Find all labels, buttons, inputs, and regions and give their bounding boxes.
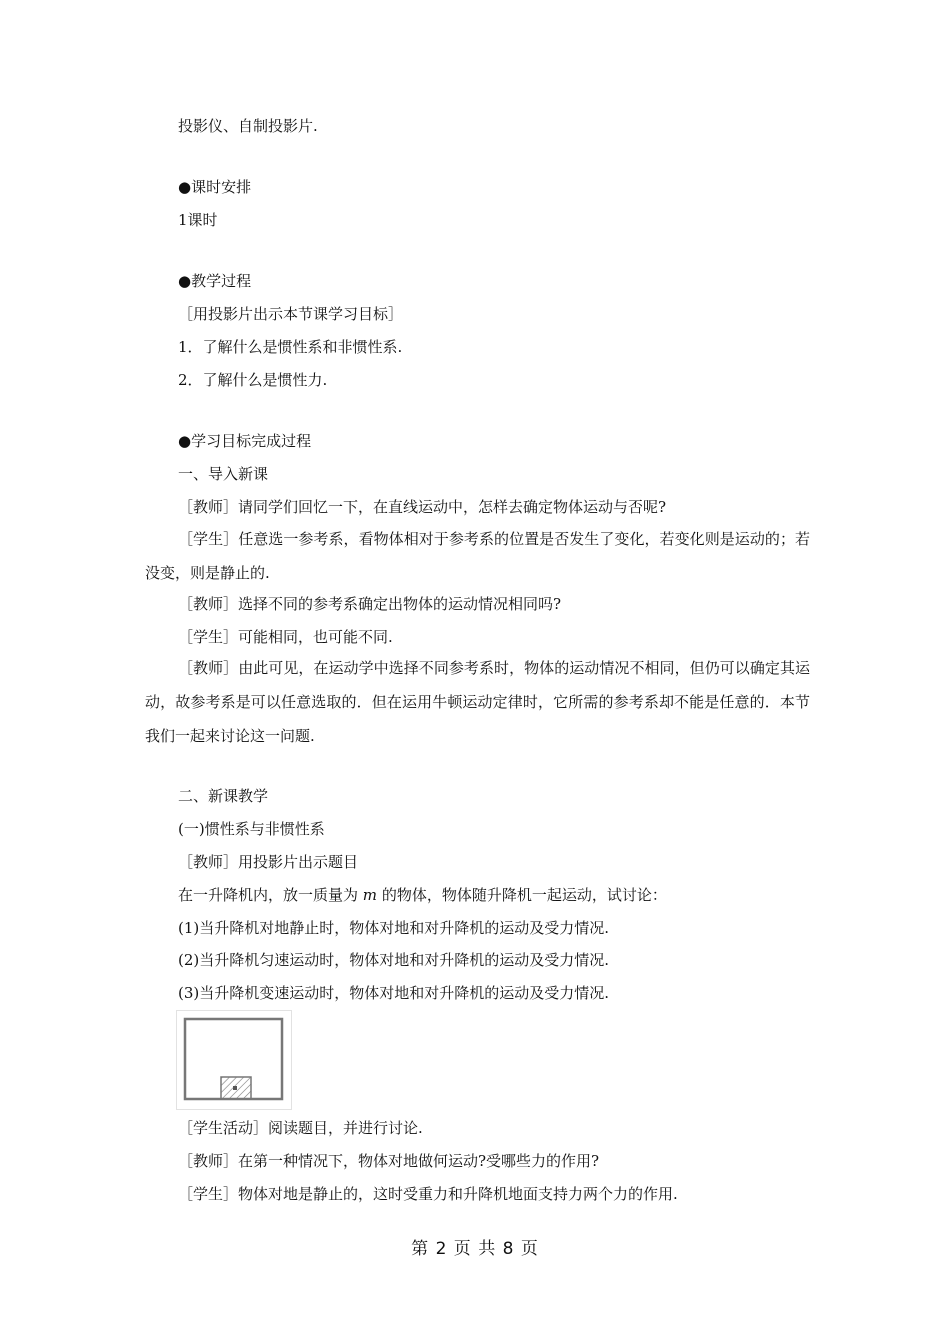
problem-statement: [178, 885, 667, 905]
problem-post: 的物体，物体随升降机一起运动，试讨论：: [381, 886, 667, 904]
heading-complete: ●学习目标完成过程: [178, 432, 312, 450]
subsection-1-heading: (一)惯性系与非惯性系: [178, 820, 325, 838]
student-activity: ［学生活动］阅读题目，并进行讨论.: [178, 1119, 423, 1137]
section-1-heading: 一、导入新课: [178, 465, 269, 483]
student-line-2: ［学生］可能相同，也可能不同.: [178, 628, 393, 646]
teacher-line-1: ［教师］请同学们回忆一下，在直线运动中，怎样去确定物体运动与否呢?: [178, 498, 667, 516]
goal-1: 1．了解什么是惯性系和非惯性系.: [178, 338, 403, 356]
question-2: (2)当升降机匀速运动时，物体对地和对升降机的运动及受力情况.: [178, 951, 610, 969]
goal-intro: ［用投影片出示本节课学习目标］: [178, 305, 404, 323]
equipment-line: 投影仪、自制投影片.: [178, 117, 318, 135]
problem-pre: 在一升降机内，放一质量为: [178, 886, 359, 904]
schedule-text: 1课时: [178, 211, 218, 229]
teacher-line-4: ［教师］用投影片出示题目: [178, 853, 359, 871]
mass-center-dot: [233, 1086, 237, 1090]
heading-process: ●教学过程: [178, 272, 252, 290]
mass-variable: m: [362, 886, 378, 904]
elevator-figure: [176, 1010, 292, 1110]
section-2-heading: 二、新课教学: [178, 787, 269, 805]
teacher-line-5: ［教师］在第一种情况下，物体对地做何运动?受哪些力的作用?: [178, 1152, 600, 1170]
student-paragraph-1: ［学生］任意选一参考系，看物体相对于参考系的位置是否发生了变化，若变化则是运动的；若没变，则是静止的.: [145, 530, 810, 582]
question-3: (3)当升降机变速运动时，物体对地和对升降机的运动及受力情况.: [178, 984, 610, 1002]
page-footer: 第 2 页 共 8 页: [411, 1239, 539, 1259]
goal-2: 2．了解什么是惯性力.: [178, 371, 328, 389]
question-1: (1)当升降机对地静止时，物体对地和对升降机的运动及受力情况.: [178, 919, 610, 937]
teacher-line-2: ［教师］选择不同的参考系确定出物体的运动情况相同吗?: [178, 595, 562, 613]
student-line-3: ［学生］物体对地是静止的，这时受重力和升降机地面支持力两个力的作用.: [178, 1185, 678, 1203]
teacher-paragraph-3: ［教师］由此可见，在运动学中选择不同参考系时，物体的运动情况不相同，但仍可以确定其运动，故参考系是可以任意选取的．但在运用牛顿运动定律时，它所需的参考系却不能是任意的．本节我们一起来讨论这一问题.: [145, 659, 810, 745]
heading-schedule: ●课时安排: [178, 178, 252, 196]
